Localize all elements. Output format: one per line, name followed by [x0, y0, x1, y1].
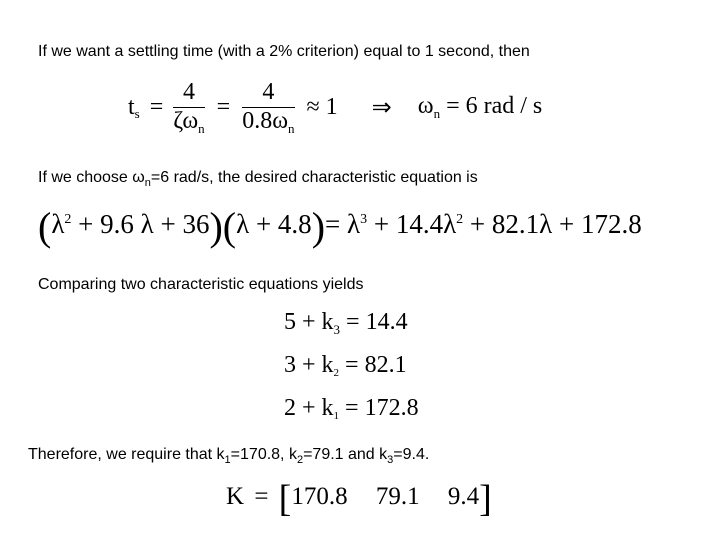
therefore-text: Therefore, we require that $k_1=170.8$, $k_2=79.1$ and $k_3=9.4$. — [28, 446, 430, 466]
settling-time-equation — [128, 80, 542, 136]
intro-text: If we want a settling time (with a 2% criterion) equal to 1 second, then — [38, 43, 530, 60]
implies-arrow: ⇒ — [371, 95, 392, 122]
characteristic-equation: ($\lambda^2 + 9.6$ $\lambda + 36)(\lambda + 4.8)= \lambda^3 + 14.4\lambda^2 + 82.1\lambda + 172.8$ — [38, 204, 642, 249]
approx-one: ≈ 1 — [306, 94, 338, 121]
choose-text: If we choose $\omega_n=6$ rad/s, the desired characteristic equation is — [38, 169, 478, 189]
gain-equation-3: $2 + k_1 = 172.8$ — [284, 395, 419, 422]
gain-equation-2: $3 + k_2 = 82.1$ — [284, 352, 407, 379]
gain-vector: K = [170.8 79.1 9.4] — [226, 478, 492, 520]
omega-n-result: $\omega_n = 6$ rad / s — [417, 93, 543, 122]
equals-sign: = — [216, 94, 231, 121]
equals-sign: = — [149, 94, 164, 121]
fraction-zeta: $\frac{4}{\zeta\omega_n}$ — [173, 79, 205, 137]
ts-symbol: $t_s$ — [128, 93, 140, 121]
compare-text: Comparing two characteristic equations yields — [38, 276, 364, 293]
gain-equation-1: $5 + k_3 = 14.4$ — [284, 309, 408, 337]
fraction-numeric: $\frac{4}{0.8\omega_n}$ — [242, 79, 295, 137]
